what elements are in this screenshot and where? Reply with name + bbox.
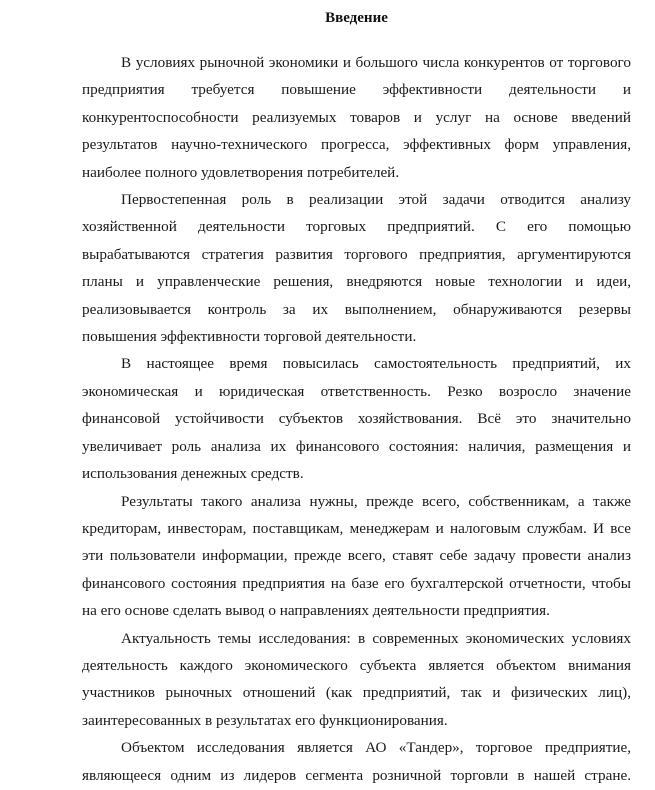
paragraph-4: Результаты такого анализа нужны, прежде всего, собственникам, а также кредиторам, инвесторам, поставщикам, менеджерам и налоговым службам. И все эти пользователи информации, прежде всего, ставят себе задачу провести анализ финансового состояния предприятия на базе его бухгалтерской отчетности, чтобы на его основе сделать вывод о направлениях деятельности предприятия.: [82, 492, 631, 620]
document-title: Введение: [325, 10, 388, 26]
paragraph-1: В условиях рыночной экономики и большого числа конкурентов от торгового предприятия требуется повышение эффективности деятельности и конкурентоспособности реализуемых товаров и услуг на основе введений результатов научно-технического прогресса, эффективных форм управления, наиболее полного удовлетворения потребителей.: [82, 54, 631, 181]
document-page: [82, 0, 631, 789]
paragraph-5: Актуальность темы исследования: в современных экономических условиях деятельность каждого экономического субъекта является объектом внимания участников рыночных отношений (как предприятий, так и физических лиц), заинтересованных в результатах его функционирования.: [82, 629, 631, 729]
paragraph-2: Первостепенная роль в реализации этой задачи отводится анализу хозяйственной деятельности торговых предприятий. С его помощью вырабатываются стратегия развития торгового предприятия, аргументируются планы и управленческие решения, внедряются новые технологии и идеи, реализовывается контроль за их выполнением, обнаруживаются резервы повышения эффективности торговой деятельности.: [82, 191, 631, 346]
paragraph-6: Объектом исследования является АО «Тандер», торговое предприятие, являющееся одним из лидеров сегмента розничной торговли в нашей стране.: [82, 739, 631, 784]
document-body: [82, 49, 631, 789]
paragraph-3: В настоящее время повысилась самостоятельность предприятий, их экономическая и юридическая ответственность. Резко возросло значение финансовой устойчивости субъектов хозяйствования. Всё это значительно увеличивает роль анализа их финансового состояния: наличия, размещения и использования денежных средств.: [82, 355, 631, 483]
